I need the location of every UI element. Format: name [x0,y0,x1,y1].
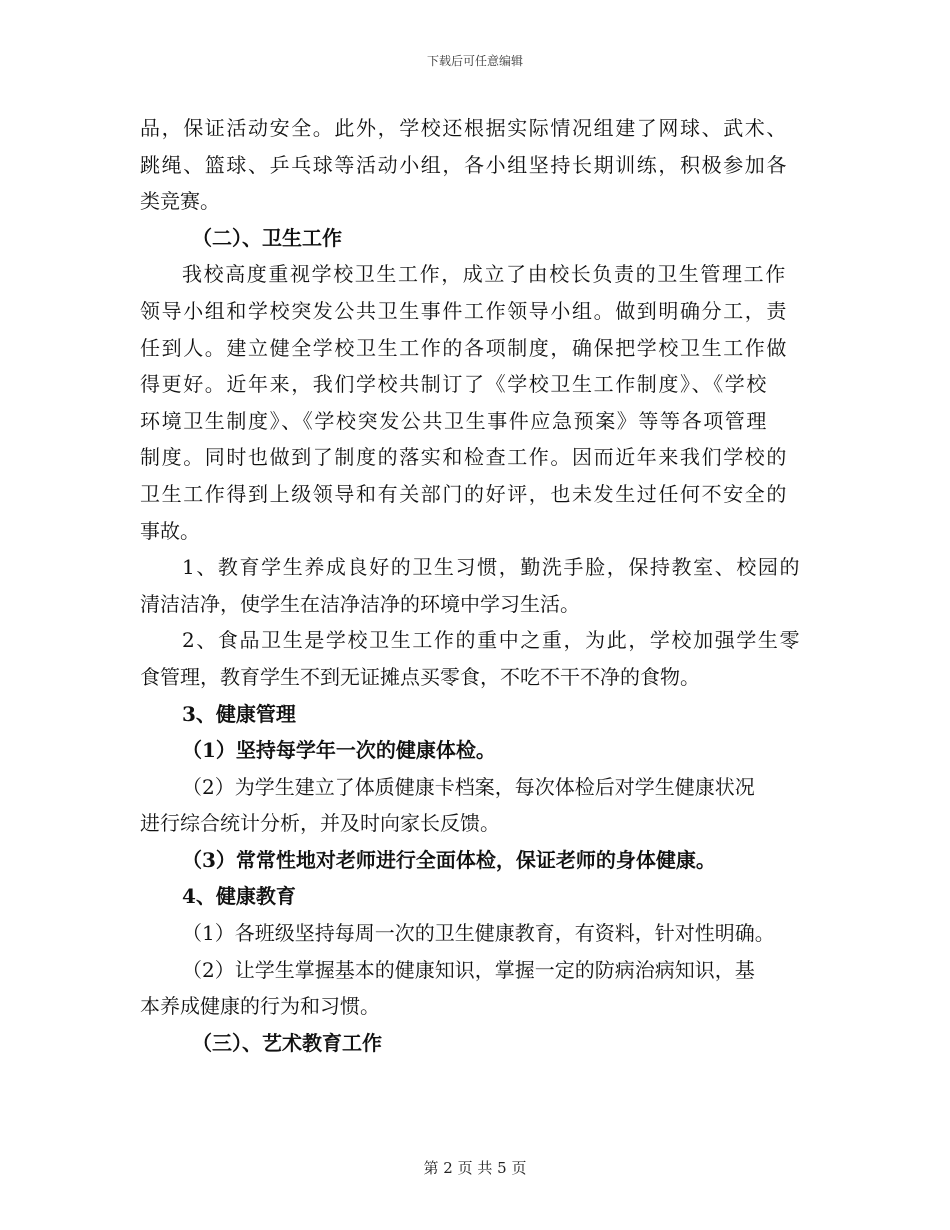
paragraph-line: 得更好。近年来，我们学校共制订了《学校卫生工作制度》、《学校 [140,372,768,397]
paragraph-line: 任到人。建立健全学校卫生工作的各项制度，确保把学校卫生工作做 [140,335,788,360]
section-heading: （二）、卫生工作 [192,225,342,250]
paragraph-line: 制度。同时也做到了制度的落实和检查工作。因而近年来我们学校的 [140,445,788,470]
subsection-heading: 3、健康管理 [182,701,296,726]
paragraph-line: 卫生工作得到上级领导和有关部门的好评，也未发生过任何不安全的 [140,481,788,506]
subsection-heading: 4、健康教育 [182,884,296,909]
list-item-bold: （1）坚持每学年一次的健康体检。 [182,738,496,763]
paragraph-line: 2、食品卫生是学校卫生工作的重中之重，为此，学校加强学生零 [182,628,802,653]
paragraph-line: 环境卫生制度》、《学校突发公共卫生事件应急预案》等等各项管理 [140,408,768,433]
paragraph-line: 领导小组和学校突发公共卫生事件工作领导小组。做到明确分工，责 [140,298,788,323]
paragraph-line: 食管理，教育学生不到无证摊点买零食，不吃不干不净的食物。 [140,664,700,689]
list-item: （2）让学生掌握基本的健康知识，掌握一定的防病治病知识，基 [182,957,755,982]
paragraph-line: 我校高度重视学校卫生工作，成立了由校长负责的卫生管理工作 [182,262,787,287]
document-body [140,110,812,1061]
paragraph-line: 类竞赛。 [140,189,220,214]
paragraph-line: 1、教育学生养成良好的卫生习惯，勤洗手脸，保持教室、校园的 [182,555,802,580]
paragraph-line: 品，保证活动安全。此外，学校还根据实际情况组建了网球、武术、 [140,116,788,140]
paragraph-line: 本养成健康的行为和习惯。 [140,994,380,1019]
page-footer: 第 2 页 共 5 页 [423,1159,527,1177]
paragraph-line: 跳绳、篮球、乒乓球等活动小组，各小组坚持长期训练，积极参加各 [140,152,788,177]
list-item-bold: （3）常常性地对老师进行全面体检，保证老师的身体健康。 [182,847,716,872]
page-header: 下载后可任意编辑 [426,54,523,68]
list-item: （2）为学生建立了体质健康卡档案，每次体检后对学生健康状况 [182,774,755,799]
paragraph-line: 进行综合统计分析，并及时向家长反馈。 [140,811,500,836]
paragraph-line: 事故。 [140,518,200,543]
list-item: （1）各班级坚持每周一次的卫生健康教育，有资料，针对性明确。 [182,921,775,946]
paragraph-line: 清洁洁净，使学生在洁净洁净的环境中学习生活。 [140,591,580,616]
section-heading: （三）、艺术教育工作 [192,1030,382,1055]
